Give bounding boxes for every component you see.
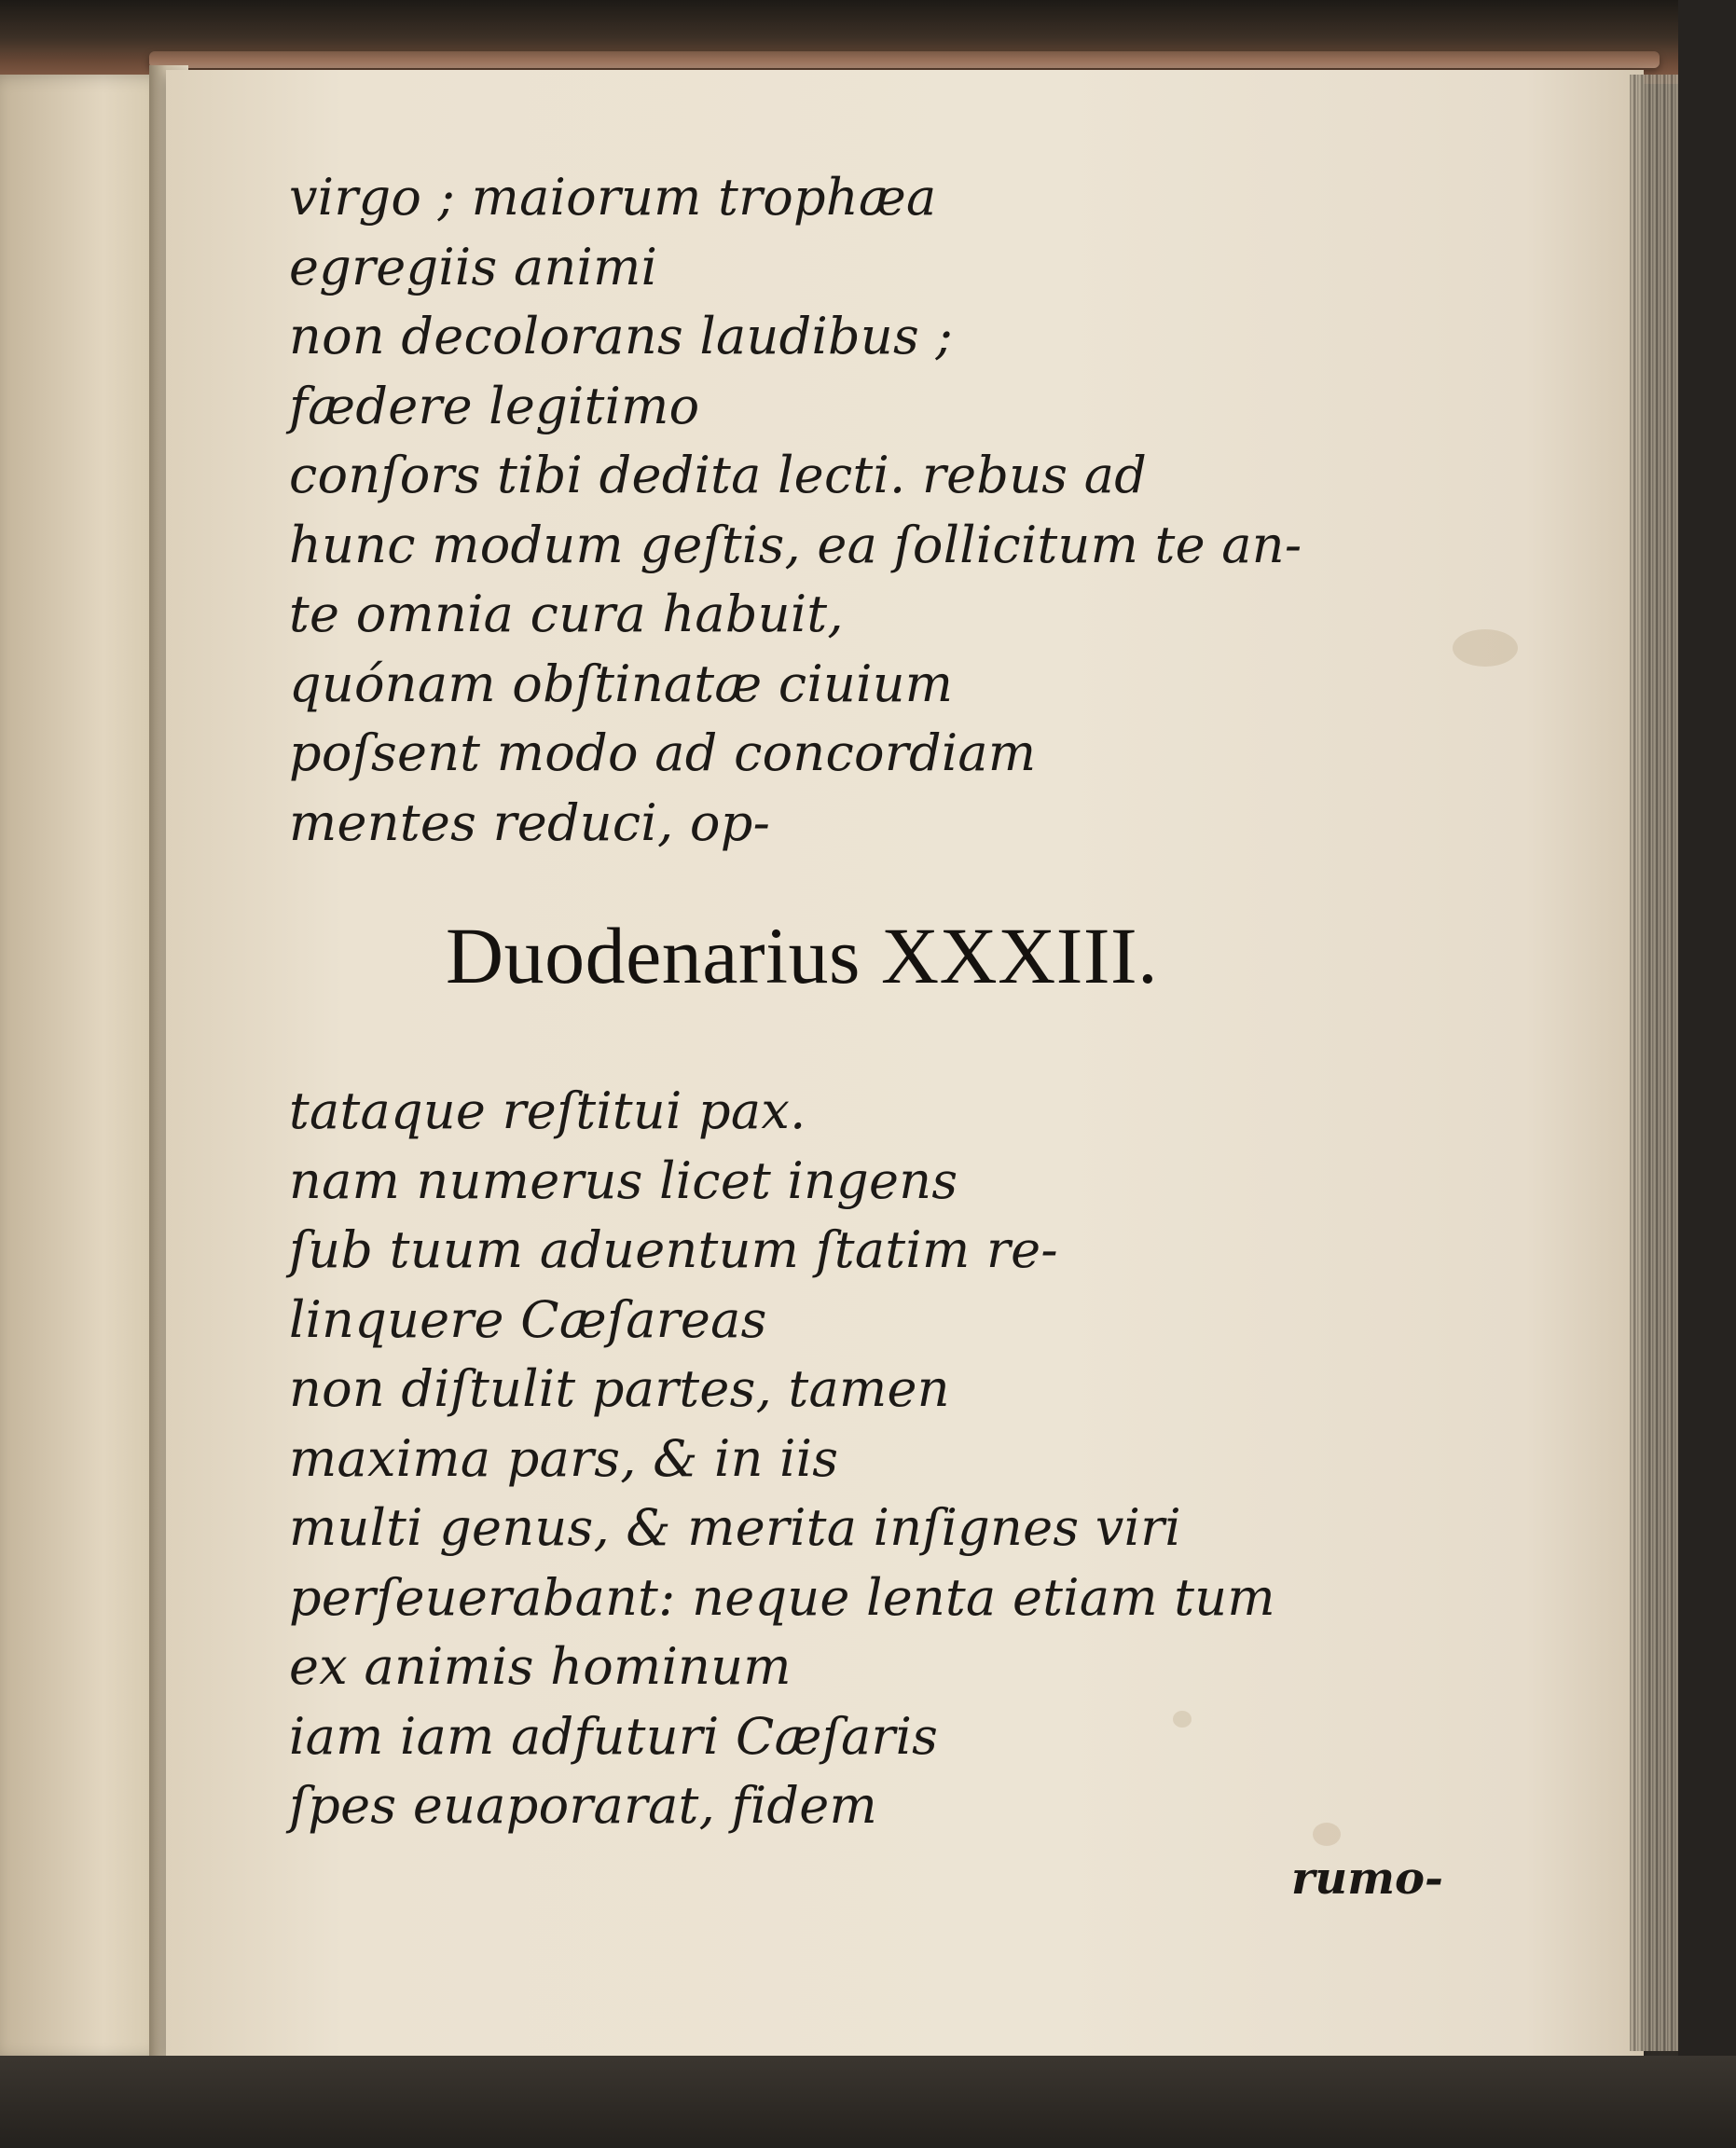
background-right [1678, 0, 1736, 2148]
text-line: te omnia cura habuit, [289, 585, 844, 643]
text-line: conſors tibi dedita lecti. rebus ad [289, 446, 1148, 504]
text-line: virgo ; maiorum trophæa [289, 168, 937, 227]
text-line: non diſtulit partes, tamen [289, 1359, 950, 1418]
text-line: ſub tuum aduentum ſtatim re- [289, 1220, 1058, 1279]
text-line: egregiis animi [289, 237, 658, 296]
text-line: linquere Cæſareas [289, 1289, 767, 1349]
text-line: multi genus, & merita inſignes viri [289, 1498, 1181, 1557]
text-line: perſeuerabant: neque lenta etiam tum [289, 1567, 1275, 1627]
catchword: rumo- [1291, 1852, 1443, 1905]
text-line: ex animis hominum [289, 1637, 792, 1696]
text-line: mentes reduci, op- [289, 792, 771, 852]
text-line: tataque reſtitui pax. [289, 1081, 806, 1140]
section-heading: Duodenarius XXXIII. [446, 911, 1159, 1000]
text-block-top [289, 163, 1594, 858]
text-line: non decolorans laudibus ; [289, 307, 953, 365]
text-line: maxima pars, & in iis [289, 1428, 839, 1488]
text-line: ſpes euaporarat, fidem [289, 1776, 878, 1835]
text-line: fædere legitimo [289, 376, 700, 435]
background-bottom [0, 2056, 1736, 2148]
text-line: poſsent modo ad concordiam [289, 723, 1037, 782]
left-page-edge [0, 75, 172, 2060]
text-line: iam iam adfuturi Cæſaris [289, 1706, 939, 1766]
text-line: nam numerus licet ingens [289, 1150, 958, 1210]
text-line: hunc modum geſtis, ea ſollicitum te an- [289, 515, 1302, 574]
page-stack-edge [1630, 75, 1686, 2051]
text-line: quónam obſtinatæ ciuium [289, 654, 954, 713]
text-block-bottom [289, 1077, 1594, 1841]
